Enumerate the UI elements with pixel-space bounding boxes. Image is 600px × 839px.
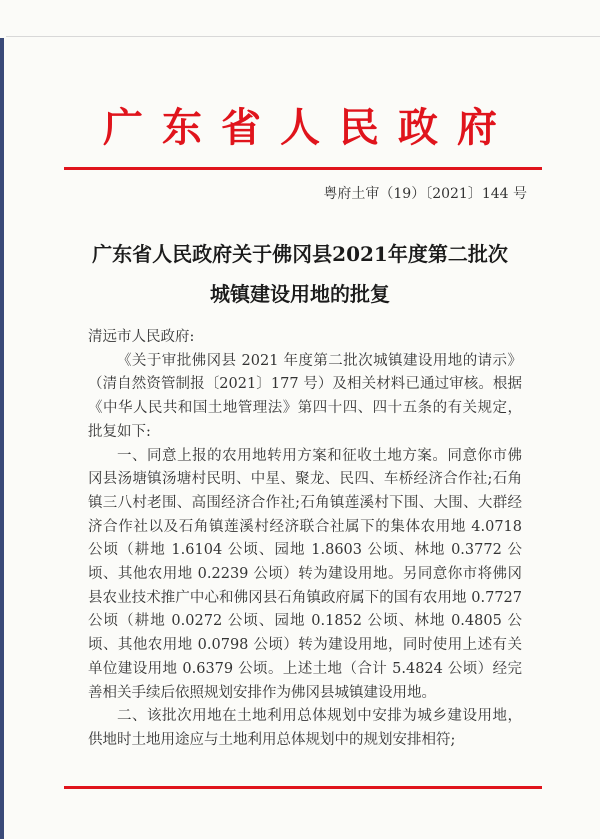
- paragraph-item-2: 二、该批次用地在土地利用总体规划中安排为城乡建设用地，供地时土地用途应与土地利用总体规划中的规划安排相符;: [88, 708, 522, 748]
- scan-edge: [0, 38, 4, 839]
- document-header-issuer: 广东省人民政府: [103, 104, 516, 151]
- paragraph-item-1: 一、同意上报的农用地转用方案和征收土地方案。同意你市佛冈县汤塘镇汤塘村民明、中星、聚龙、民四、车桥经济合作社;石角镇三八村老围、高围经济合作社;石角镇莲溪村下围、大围、大群经济合作社以及石角镇莲溪村经济联合社属下的集体农用地 4.0718 公顷（耕地 1.6104 公顷、园地 1.8603 公顷、林地 0.3772 公顷、其他农用地 0.2239 公顷）转为建设用地。另同意你市将佛冈县农业技术推广中心和佛冈县石角镇政府属下的国有农用地 0.7727 公顷（耕地 0.0272 公顷、园地 0.1852 公顷、林地 0.4805 公顷、其他农用地 0.0798 公顷）转为建设用地，同时使用上述有关单位建设用地 0.6379 公顷。上述土地（合计 5.4824 公顷）经完善相关手续后依照规划安排作为佛冈县城镇建设用地。: [88, 447, 522, 701]
- addressee: 清远市人民政府:: [88, 329, 195, 345]
- footer-red-rule: [64, 786, 542, 789]
- document-title-line-1: 广东省人民政府关于佛冈县2021年度第二批次: [92, 242, 508, 266]
- document-title-line-2: 城镇建设用地的批复: [210, 282, 390, 306]
- document-title: [0, 234, 600, 314]
- header-red-rule: [64, 167, 542, 170]
- scan-edge-top: [6, 36, 600, 37]
- document-body: [88, 326, 522, 753]
- document-number: 粤府土审（19）〔2021〕144 号: [323, 186, 527, 202]
- paragraph-request: 《关于审批佛冈县 2021 年度第二批次城镇建设用地的请示》（清自然资管制报〔2021〕177 号）及相关材料已通过审核。根据《中华人民共和国土地管理法》第四十四、四十五条的有关规定，批复如下:: [88, 352, 522, 440]
